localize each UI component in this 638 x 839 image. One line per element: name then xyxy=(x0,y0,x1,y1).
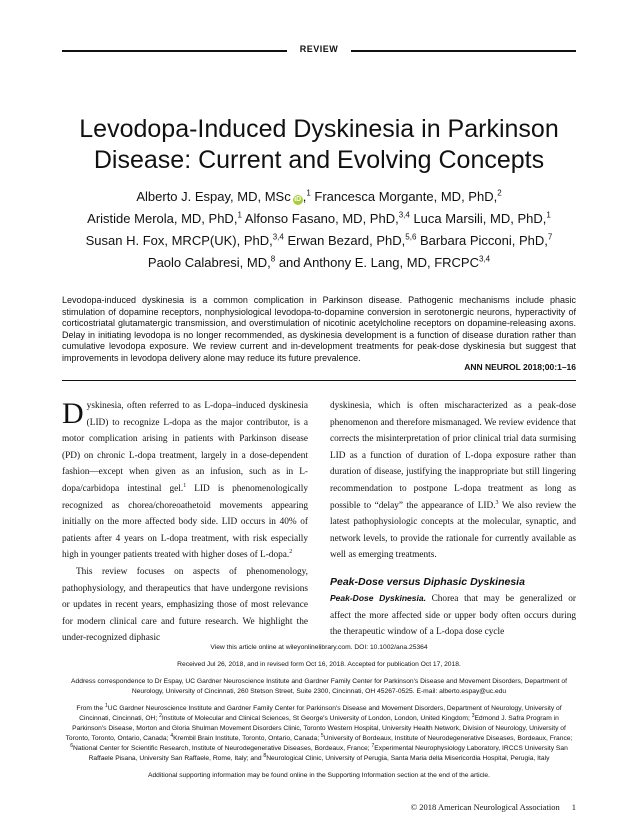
reference-marker[interactable]: 2 xyxy=(289,549,293,556)
title-line-1: Levodopa-Induced Dyskinesia in Parkinson xyxy=(79,115,559,143)
author-affiliation: 5,6 xyxy=(405,232,417,242)
supporting-info-note: Additional supporting information may be found online in the Supporting Information section at the end of the article. xyxy=(147,772,491,779)
drop-cap: D xyxy=(62,397,84,430)
author-line-3 xyxy=(40,230,598,252)
author-affiliation: 1 xyxy=(546,210,551,220)
orcid-icon[interactable]: iD xyxy=(294,196,302,203)
author-line-2 xyxy=(40,208,598,230)
author-affiliation: 3,4 xyxy=(398,210,410,220)
abstract: Levodopa-induced dyskinesia is a common complication in Parkinson disease. Pathogenic mechanisms include phasic stimulation of dopamine receptors, nonphysiological levodopa-to-dopamine conversion in serotonergic neurons, hyperactivity of corticostriatal glutamatergic transmission, and overstimulation of nicotinic acetylcholine receptors on dopamine-releasing axons. Delay in initiating levodopa is no longer recommended, as dyskinesia development is a function of disease duration rather than cumulative levodopa exposure. We review current and in-development treatments for peak-dose dyskinesia but suggest that improvements in levodopa delivery alone may reduce its future prevalence. xyxy=(62,295,576,363)
copyright-notice: © 2018 American Neurological Association xyxy=(410,802,560,812)
author-line-1: Alberto J. Espay, MD, MSc iD ,$^1$ Francesca Morgante, MD, PhD,$^2$ xyxy=(136,188,502,204)
front-matter-footnotes xyxy=(62,643,576,788)
body-paragraph: This review focuses on aspects of phenomenology, pathophysiology, and therapeutics that have undergone revisions or updates in recent years, emphasizing those of most relevance for modern clinical care and future research. We highlight the under-recognized diphasic xyxy=(62,566,308,644)
author-affiliation: 7 xyxy=(547,232,553,242)
author-affiliation: 1 xyxy=(306,188,311,198)
author-name: Aristide Merola, MD, PhD, xyxy=(87,211,238,226)
section-banner xyxy=(62,44,576,56)
body-column-left xyxy=(62,398,308,647)
author-name: and Anthony E. Lang, MD, FRCPC xyxy=(278,255,479,270)
author-name: Susan H. Fox, MRCP(UK), PhD, xyxy=(85,233,273,248)
body-paragraph: Peak-Dose Dyskinesia. Chorea that may be generalized or affect the more affected side or upper body often occurs during the therapeutic window of a L-dopa dose cycle xyxy=(330,592,576,638)
subsection-heading: Peak-Dose Dyskinesia. xyxy=(330,592,426,603)
page-number: 1 xyxy=(571,802,576,812)
received-note: Received Jul 26, 2018, and in revised form Oct 16, 2018. Accepted for publication Oct 17, 2018. xyxy=(177,661,461,668)
page-footer xyxy=(411,802,576,812)
title-line-2: Disease: Current and Evolving Concepts xyxy=(93,146,545,174)
article-title xyxy=(40,114,598,176)
body-column-right xyxy=(330,398,576,641)
correspondence-note: Address correspondence to Dr Espay, UC Gardner Neuroscience Institute and Gardner Family Center for Parkinson's Disease and Movement Disorders, Department of Neurology, University of Cincinnati, 260 Stetson Street, Suite 2300, Cincinnati, OH 45267-0525. E-mail: alberto.espay@uc.edu xyxy=(71,678,567,695)
author-affiliation: 3,4 xyxy=(272,232,284,242)
author-name: Alberto J. Espay, MD, MSc xyxy=(136,189,291,204)
author-name: Luca Marsili, MD, PhD, xyxy=(413,211,547,226)
body-paragraph: dyskinesia, which is often mischaracterized as a peak-dose phenomenon and therefore mismanaged. We review evidence that corrects the misinterpretation of prior clinical trial data surmising LID as a function of duration of L-dopa exposure rather than duration of disease, justifying the inappropriate but still lingering recommendation to postpone L-dopa treatment as long as possible to “delay” the appearance of LID.$^3$ We also review the latest pathophysiologic concepts at the molecular, synaptic, and network levels, to provide the rationale for currently available as well as emerging treatments. xyxy=(330,401,576,561)
banner-rule-right xyxy=(351,50,576,52)
author-affiliation: 3,4 xyxy=(478,254,491,264)
author-name: Francesca Morgante, MD, PhD, xyxy=(314,189,498,204)
reference-marker[interactable]: 1 xyxy=(183,482,187,489)
section-label: REVIEW xyxy=(299,44,339,54)
section-heading: Peak-Dose versus Diphasic Dyskinesia xyxy=(330,575,525,588)
author-list xyxy=(40,186,598,274)
author-affiliation: 8 xyxy=(270,254,276,264)
author-name: Barbara Picconi, PhD, xyxy=(420,233,548,248)
author-line-4 xyxy=(40,252,598,274)
journal-citation: ANN NEUROL 2018;00:1–16 xyxy=(464,362,576,372)
body-paragraph: Dyskinesia, often referred to as L-dopa–induced dyskinesia (LID) to recognize L-dopa as the major contributor, is a motor complication arising in patients with Parkinson disease (PD) on chronic L-dopa treatment, largely in a dose-dependent fashion—except when given as an infusion, such as in L-dopa/carbidopa intestinal gel.$^1$ LID is phenomenologically recognized as chorea/choreoathetoid movements appearing initially on the more affected body side. LID occurs in 40% of patients after 4 years on L-dopa treatment, with risk especially high in younger patients treated with higher doses of L-dopa.$^2$ xyxy=(62,397,308,561)
author-name: Erwan Bezard, PhD, xyxy=(287,233,406,248)
affiliations-note: From the $^1$UC Gardner Neuroscience Institute and Gardner Family Center for Parkinson's Disease and Movement Disorders, Department of Neurology, University of Cincinnati, Cincinnati, OH; $^2$Institute of Molecular and Clinical Sciences, St George's University of London, London, United Kingdom; $^3$Edmond J. Safra Program in Parkinson's Disease, Morton and Gloria Shulman Movement Disorders Clinic, Toronto Western Hospital, University Health Network, Division of Neurology, University of Toronto, Toronto, Ontario, Canada; $^4$Krembil Brain Institute, Toronto, Ontario, Canada; $^5$University of Bordeaux, Institute of Neurodegenerative Diseases, Bordeaux, France; $^6$National Center for Scientific Research, Institute of Neurodegenerative Diseases, Bordeaux, France; $^7$Experimental Neurophysiology Laboratory, IRCCS University San Raffaele Pisana, University San Raffaele, Rome, Italy; and $^8$Neurological Clinic, University of Perugia, Santa Maria della Misericordia Hospital, Perugia, Italy xyxy=(65,702,573,762)
online-note: View this article online at wileyonlinelibrary.com. DOI: 10.1002/ana.25364 xyxy=(210,644,428,651)
author-affiliation: 2 xyxy=(497,188,502,198)
author-affiliation: 1 xyxy=(237,210,242,220)
reference-marker[interactable]: 3 xyxy=(495,499,499,506)
author-name: Alfonso Fasano, MD, PhD, xyxy=(244,211,399,226)
abstract-divider xyxy=(62,380,576,381)
author-name: Paolo Calabresi, MD, xyxy=(147,255,271,270)
